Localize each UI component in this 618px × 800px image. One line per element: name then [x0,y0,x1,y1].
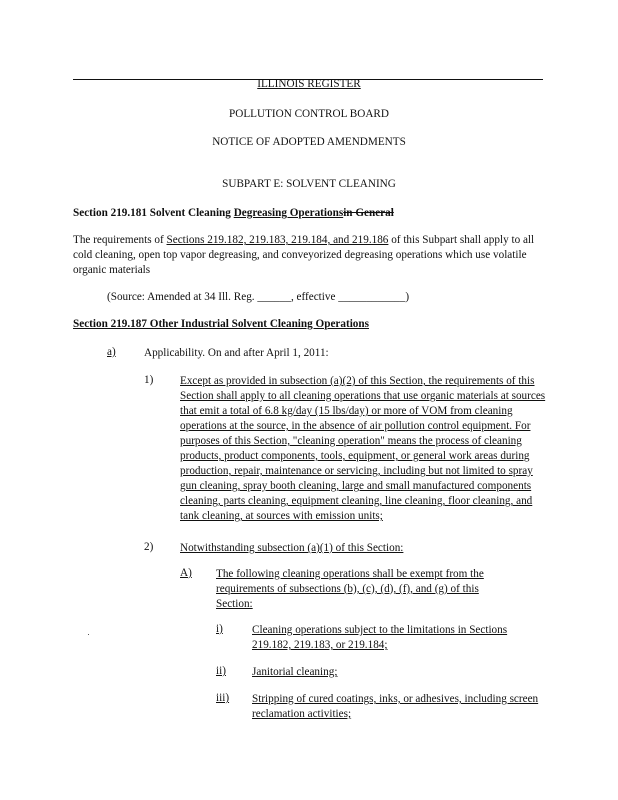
item-i-label: i) [216,623,223,635]
item-iii-text: Stripping of cured coatings, inks, or adhesives, including screen reclamation activities; [252,693,539,720]
scan-speck [88,634,89,635]
subsection-a-label: a) [107,346,116,358]
item-ii-text: Janitorial cleaning; [252,666,338,678]
section-187-heading: Section 219.187 Other Industrial Solvent Cleaning Operations [73,318,369,330]
section-181-body: The requirements of Sections 219.182, 219.183, 219.184, and 219.186 of this Subpart shall apply to all cold cleaning, open top vapor degreasing, and conveyorized degreasing operations which use volatile organic materials [73,234,535,276]
subsection-A-text: The following cleaning operations shall be exempt from the requirements of subsections (b), (c), (d), (f), and (g) of this Section: [216,568,484,610]
subsection-a1-text: Except as provided in subsection (a)(2) of this Section, the requirements of this Section shall apply to all cleaning operations that use organic materials at sources that emit a total of 6.8 kg/day (15 lbs/day) or more of VOM from cleaning operations at the source, in the absence of air pollution control equipment. For purposes of this Section, "cleaning operation" means the process of cleaning products, product components, tools, equipment, or general work areas during production, repair, maintenance or servicing, including but not limited to spray gun cleaning, spray booth cleaning, large and small manufactured components cleaning, parts cleaning, equipment cleaning, line cleaning, floor cleaning, and tank cleaning, at sources with emission units; [180,375,546,522]
section-181-heading: Section 219.181 Solvent Cleaning Degreasing Operationsin General [73,207,394,219]
subpart-title: SUBPART E: SOLVENT CLEANING [222,178,396,190]
notice-title: NOTICE OF ADOPTED AMENDMENTS [212,136,406,148]
board-title: POLLUTION CONTROL BOARD [229,108,389,120]
subsection-a2-text: Notwithstanding subsection (a)(1) of this Section: [180,542,404,554]
subsection-A-label: A) [180,567,192,579]
item-ii-label: ii) [216,665,226,677]
subsection-a1-label: 1) [144,374,154,386]
subsection-a-text: Applicability. On and after April 1, 2011: [144,347,329,359]
item-i-text: Cleaning operations subject to the limitations in Sections 219.182, 219.183, or 219.184; [252,624,508,651]
register-title: ILLINOIS REGISTER [257,78,361,90]
source-note: (Source: Amended at 34 Ill. Reg. ______, effective ____________) [107,291,410,303]
subsection-a2-label: 2) [144,541,154,553]
item-iii-label: iii) [216,692,230,704]
